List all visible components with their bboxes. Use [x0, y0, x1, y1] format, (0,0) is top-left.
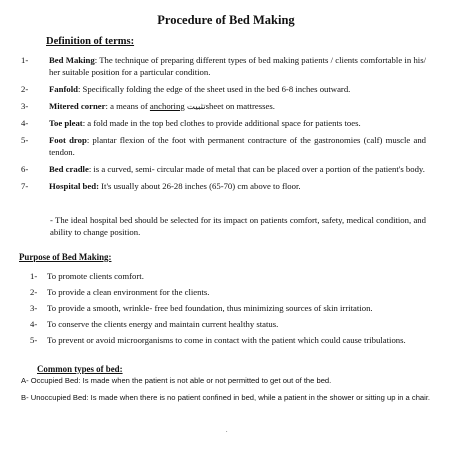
item-number: 6- [21, 163, 29, 174]
purpose-text: To provide a clean environment for the clients. [47, 287, 210, 298]
item-number: 1- [21, 55, 29, 65]
definition-text: : The technique of preparing different types of bed making patients / clients comfortable in his/ her suitable position for a particular condition. [49, 55, 427, 77]
item-number: 4- [21, 117, 29, 128]
definition-term: Bed cradle [49, 163, 89, 174]
page-title: Procedure of Bed Making [157, 13, 295, 27]
definition-term: Foot drop [49, 134, 87, 145]
definition-text: : Specifically folding the edge of the sheet used in the bed 6-8 inches outward. [77, 83, 351, 94]
item-number: 3- [21, 100, 29, 111]
definition-term: Hospital bed: [49, 180, 99, 191]
definitions-heading: Definition of terms: [46, 36, 135, 47]
definition-text: : a means of [105, 100, 150, 111]
definition-text: : is a curved, semi- circular made of metal that can be placed over a portion of the patient's body. [88, 163, 425, 174]
definition-item [21, 135, 426, 158]
definition-text: It's usually about 26-28 inches (65-70) cm above to floor. [98, 180, 301, 191]
item-number: 5- [21, 134, 29, 145]
definition-item [21, 84, 426, 96]
purpose-item [30, 335, 426, 347]
definition-item [21, 164, 426, 176]
definition-text: تثبيتsheet on mattresses. [184, 100, 275, 111]
bed-type-occupied: A- Occupied Bed: Is made when the patient is not able or not permitted to get out of the bed. [21, 376, 332, 385]
definition-item [21, 118, 426, 130]
definition-term: Mitered corner [49, 100, 106, 111]
ideal-bed-note: - The ideal hospital bed should be selected for its impact on patients comfort, safety, medical condition, and ability to change position. [50, 215, 426, 238]
definition-text: : plantar flexion of the foot with permanent contracture of the gastronomies (calf) muscle and tendon. [49, 134, 427, 157]
definition-term: Bed Making [49, 55, 95, 65]
purpose-list [30, 271, 426, 347]
definition-text: : a fold made in the top bed clothes to provide additional space for patients toes. [82, 117, 361, 128]
purpose-text: To prevent or avoid microorganisms to come in contact with the patient which could cause tribulations. [47, 335, 406, 346]
purpose-item [30, 271, 426, 283]
purpose-item [30, 319, 426, 331]
item-number: 2- [21, 83, 29, 94]
item-number: 5- [30, 335, 38, 346]
item-number: 2- [30, 287, 38, 298]
underlined-word: anchoring [149, 100, 185, 111]
definition-item [21, 101, 426, 113]
purpose-text: To conserve the clients energy and maintain current healthy status. [47, 319, 279, 330]
purpose-heading: Purpose of Bed Making: [19, 252, 112, 262]
purpose-item [30, 287, 426, 299]
item-number: 1- [30, 271, 38, 281]
item-number: 7- [21, 180, 29, 191]
definition-item [21, 181, 426, 193]
common-types-heading: Common types of bed: [37, 364, 123, 374]
definition-term: Fanfold [49, 83, 78, 94]
item-number: 4- [30, 319, 38, 330]
purpose-item [30, 303, 426, 315]
purpose-text: To promote clients comfort. [47, 271, 144, 281]
definitions-list [21, 55, 426, 192]
definition-item [21, 55, 426, 78]
definition-term: Toe pleat [49, 117, 83, 128]
bed-type-unoccupied: B- Unoccupied Bed: Is made when there is no patient confined in bed, while a patient in the shower or sitting up in a chair. [21, 393, 431, 402]
purpose-text: To provide a smooth, wrinkle- free bed foundation, thus minimizing sources of skin irritation. [47, 303, 373, 314]
item-number: 3- [30, 303, 38, 314]
footer-mark: . [226, 428, 228, 434]
